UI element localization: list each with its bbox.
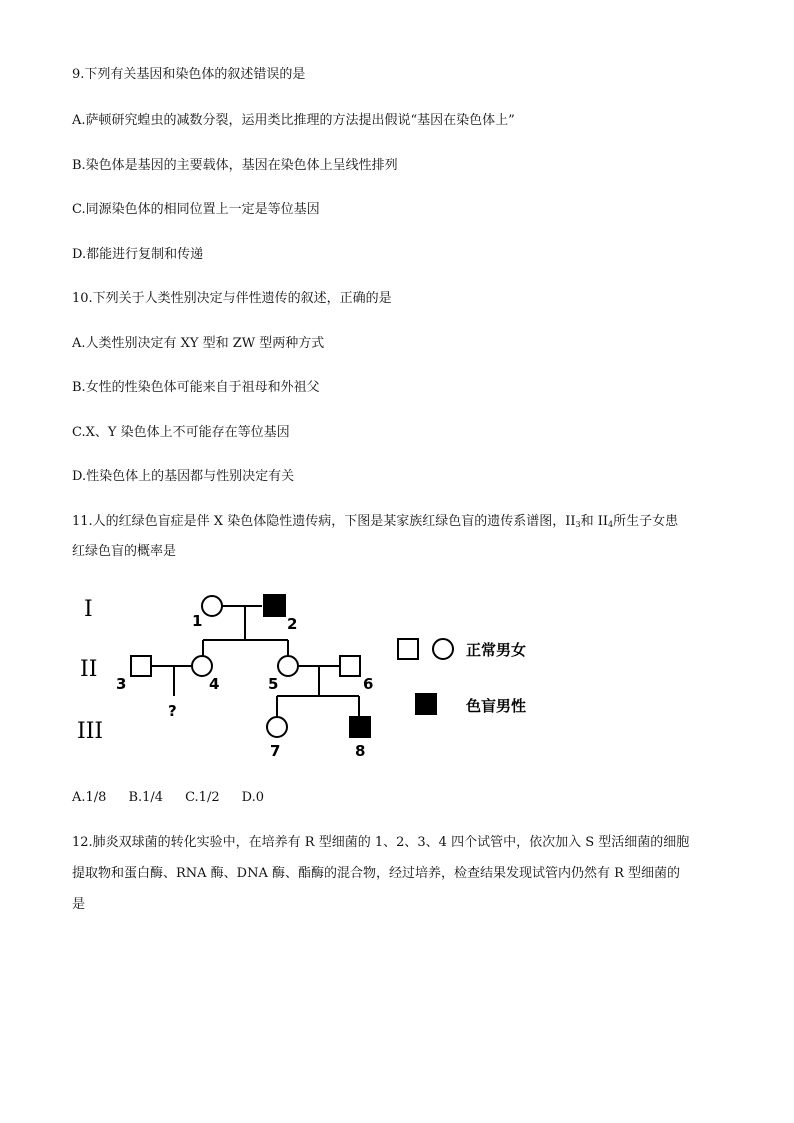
legend-normal-label: 正常男女 bbox=[466, 641, 527, 659]
individual-number: 2 bbox=[287, 615, 298, 633]
q10-option-a: A.人类性别决定有 XY 型和 ZW 型两种方式 bbox=[72, 336, 325, 351]
generation-label: III bbox=[77, 719, 104, 744]
q12-line-1: 12.肺炎双球菌的转化实验中，在培养有 R 型细菌的 1、2、3、4 四个试管中，依次加入 S 型活细菌的细胞 bbox=[72, 835, 690, 850]
q11-option-d: D.0 bbox=[241, 790, 264, 805]
individual-6-normal-male bbox=[340, 656, 360, 676]
q10-option-c: C.X、Y 染色体上不可能存在等位基因 bbox=[72, 425, 290, 440]
individual-number: 3 bbox=[116, 675, 127, 693]
legend-affected-symbol bbox=[416, 694, 436, 714]
q9-option-a: A.萨顿研究蝗虫的减数分裂，运用类比推理的方法提出假说“基因在染色体上” bbox=[72, 113, 515, 128]
individual-3-normal-male bbox=[131, 656, 151, 676]
q11-subscript: 4 bbox=[607, 520, 614, 529]
q11-stem bbox=[72, 513, 678, 534]
individual-8-affected-male bbox=[350, 717, 370, 737]
q11-stem-text: 和 II bbox=[580, 514, 608, 529]
q11-stem-text: 11.人的红绿色盲症是伴 X 染色体隐性遗传病，下图是某家族红绿色盲的遗传系谱图，II bbox=[72, 514, 576, 529]
q10-stem: 10.下列关于人类性别决定与伴性遗传的叙述，正确的是 bbox=[72, 291, 392, 306]
individual-4-normal-female bbox=[192, 656, 212, 676]
unknown-offspring-mark: ? bbox=[168, 702, 177, 720]
legend-affected-label: 色盲男性 bbox=[466, 697, 527, 715]
q12-line-2: 提取物和蛋白酶、RNA 酶、DNA 酶、酯酶的混合物，经过培养，检查结果发现试管内仍然有 R 型细菌的 bbox=[72, 866, 681, 881]
generation-label: I bbox=[84, 597, 93, 622]
generation-label: II bbox=[80, 657, 98, 682]
individual-2-affected-male bbox=[264, 595, 285, 616]
q9-option-c: C.同源染色体的相同位置上一定是等位基因 bbox=[72, 202, 320, 217]
q11-option-c: C.1/2 bbox=[185, 790, 220, 805]
q9-option-b: B.染色体是基因的主要载体，基因在染色体上呈线性排列 bbox=[72, 158, 398, 173]
pedigree-diagram bbox=[70, 580, 570, 780]
q9-stem: 9.下列有关基因和染色体的叙述错误的是 bbox=[72, 67, 306, 82]
individual-7-normal-female bbox=[267, 717, 287, 737]
individual-number: 5 bbox=[268, 675, 279, 693]
individual-5-normal-female bbox=[278, 656, 298, 676]
q11-option-b: B.1/4 bbox=[128, 790, 164, 805]
individual-number: 6 bbox=[363, 675, 374, 693]
q11-option-a: A.1/8 bbox=[72, 790, 107, 805]
individual-number: 4 bbox=[209, 675, 220, 693]
individual-1-normal-female bbox=[202, 596, 222, 616]
q11-subscript: 3 bbox=[575, 520, 581, 529]
individual-number: 8 bbox=[355, 742, 366, 760]
legend-male-symbol bbox=[398, 639, 418, 659]
q10-option-d: D.性染色体上的基因都与性别决定有关 bbox=[72, 469, 295, 484]
q11-stem-text: 所生子女患 bbox=[613, 514, 679, 529]
individual-number: 7 bbox=[270, 742, 281, 760]
q10-option-b: B.女性的性染色体可能来自于祖母和外祖父 bbox=[72, 380, 320, 395]
legend-female-symbol bbox=[433, 639, 453, 659]
q9-option-d: D.都能进行复制和传递 bbox=[72, 247, 204, 262]
q11-options bbox=[72, 789, 286, 807]
q12-line-3: 是 bbox=[72, 897, 86, 912]
individual-number: 1 bbox=[192, 612, 203, 630]
q11-stem-line2: 红绿色盲的概率是 bbox=[72, 544, 177, 559]
